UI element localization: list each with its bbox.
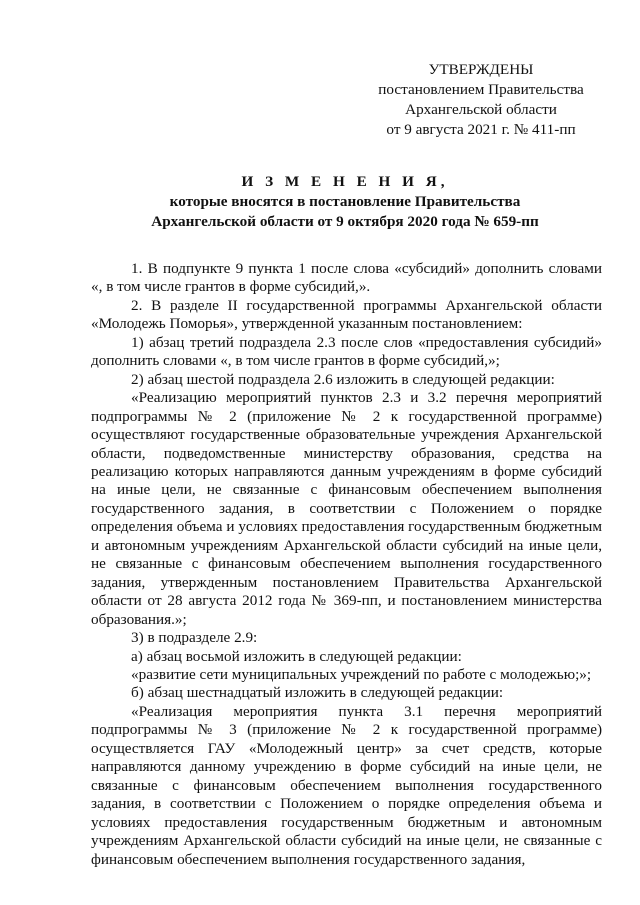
body-paragraph: «Реализацию мероприятий пунктов 2.3 и 3.2 перечня мероприятий подпрограммы № 2 (приложение № 2 к государственной программе) осуществляют государственные образовательные учреждения Архангельской области, подведомственные министерству образования, средства на реализацию которых направляются данным учреждениям в форме субсидий на иные цели, не связанные с финансовым обеспечением выполнения государственного задания, в соответствии с Положением о порядке определения объема и условиях предоставления государственным бюджетным и автономным учреждениям Архангельской области субсидий на иные цели, не связанные с финансовым обеспечением выполнения государственного задания, утвержденным постановлением Правительства Архангельской области от 28 августа 2012 года № 369-пп, и постановлением министерства образования.»; bbox=[91, 389, 602, 628]
body-paragraph: 1) абзац третий подраздела 2.3 после слов «предоставления субсидий» дополнить словами «, в том числе грантов в форме субсидий,»; bbox=[91, 333, 602, 370]
heading-subtitle: которые вносятся в постановление Правительства bbox=[169, 193, 521, 210]
body-paragraph: а) абзац восьмой изложить в следующей редакции: bbox=[131, 647, 462, 665]
approval-line: постановлением Правительства bbox=[378, 81, 584, 98]
body-paragraph: «Реализация мероприятия пункта 3.1 перечня мероприятий подпрограммы № 3 (приложение № 2 к государственной программе) осуществляется ГАУ «Молодежный центр» за счет средств, которые направляются данному учреждению в форме субсидий на иные цели, не связанные с финансовым обеспечением выполнения государственного задания, в соответствии с Положением о порядке определения объема и условиях предоставления государственным бюджетным и автономным учреждениям Архангельской области субсидий на иные цели, не связанные с финансовым обеспечением выполнения государственного задания, bbox=[91, 702, 602, 868]
body-paragraph: 1. В подпункте 9 пункта 1 после слова «субсидий» дополнить словами «, в том числе грантов в форме субсидий,». bbox=[91, 260, 602, 296]
body-paragraph: 2) абзац шестой подраздела 2.6 изложить в следующей редакции: bbox=[131, 370, 555, 388]
body-paragraph: 2. В разделе II государственной программы Архангельской области «Молодежь Поморья», утвержденной указанным постановлением: bbox=[91, 296, 602, 333]
body-paragraph: б) абзац шестнадцатый изложить в следующей редакции: bbox=[131, 684, 504, 702]
heading-subtitle: Архангельской области от 9 октября 2020 года № 659-пп bbox=[151, 213, 539, 230]
approval-date: от 9 августа 2021 г. № 411-пп bbox=[386, 121, 576, 138]
body-paragraph: «развитие сети муниципальных учреждений по работе с молодежью;»; bbox=[131, 665, 592, 683]
body-paragraph: 3) в подразделе 2.9: bbox=[131, 629, 258, 647]
approval-line: Архангельской области bbox=[405, 101, 557, 118]
heading-title: И З М Е Н Е Н И Я, bbox=[241, 173, 449, 190]
approval-title: УТВЕРЖДЕНЫ bbox=[428, 61, 534, 78]
document-heading bbox=[0, 172, 640, 232]
approval-stamp bbox=[360, 60, 602, 140]
document-body bbox=[91, 260, 602, 869]
